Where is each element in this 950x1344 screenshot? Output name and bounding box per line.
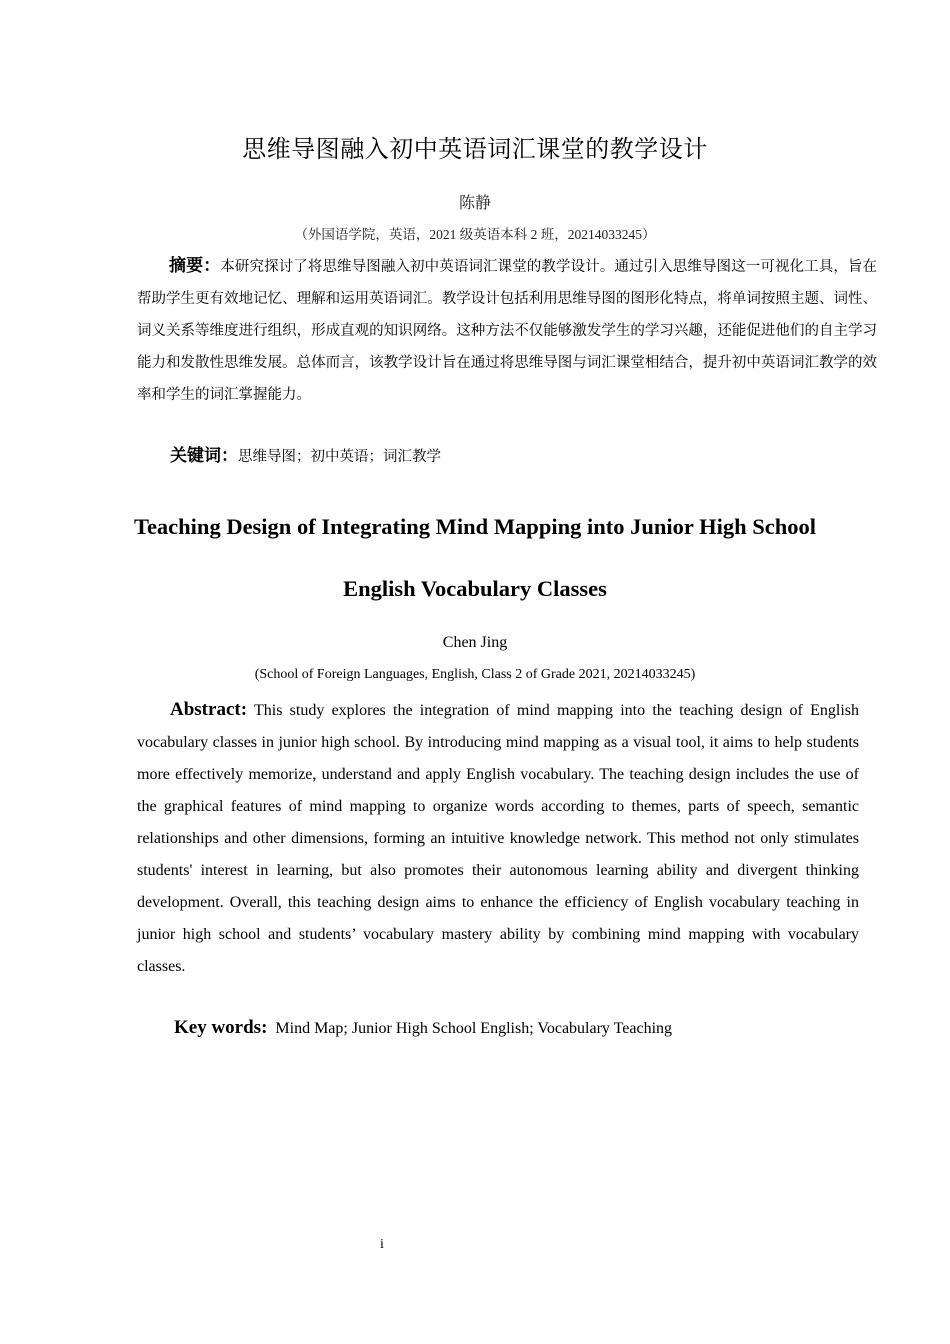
chinese-keywords (170, 442, 441, 471)
chinese-abstract (137, 250, 877, 411)
english-author: Chen Jing (442, 634, 508, 651)
chinese-keywords-text: 思维导图；初中英语；词汇教学 (238, 449, 441, 465)
chinese-author: 陈静 (458, 193, 491, 212)
english-keywords-text: Mind Map; Junior High School English; Vocabulary Teaching (275, 1020, 673, 1037)
chinese-abstract-label: 摘要： (169, 256, 221, 276)
english-abstract-label: Abstract: (170, 699, 248, 720)
english-keywords-label: Key words: (174, 1017, 268, 1038)
english-title-line2: English Vocabulary Classes (343, 576, 607, 601)
chinese-affiliation: （外国语学院，英语，2021 级英语本科 2 班，20214033245） (294, 227, 656, 242)
english-keywords (174, 1014, 672, 1043)
chinese-keywords-label: 关键词： (170, 446, 238, 466)
english-affiliation: (School of Foreign Languages, English, Class 2 of Grade 2021, 20214033245) (254, 667, 696, 682)
chinese-title: 思维导图融入初中英语词汇课堂的教学设计 (242, 135, 708, 163)
page-number: i (380, 1237, 384, 1252)
english-abstract-text: This study explores the integration of mind mapping into the teaching design of English vocabulary classes in junior high school. By introducing mind mapping as a visual tool, it aims to help students more effectively memorize, understand and apply English vocabulary. The teaching design includes the use of the graphical features of mind mapping to organize words according to themes, parts of speech, semantic relationships and other dimensions, forming an intuitive knowledge network. This method not only stimulates students' interest in learning, but also promotes their autonomous learning ability and divergent thinking development. Overall, this teaching design aims to enhance the efficiency of English vocabulary teaching in junior high school and students’ vocabulary mastery ability by combining mind mapping with vocabulary classes. (137, 702, 860, 975)
chinese-abstract-text: 本研究探讨了将思维导图融入初中英语词汇课堂的教学设计。通过引入思维导图这一可视化工具，旨在帮助学生更有效地记忆、理解和运用英语词汇。教学设计包括利用思维导图的图形化特点，将单词按照主题、词性、词义关系等维度进行组织，形成直观的知识网络。这种方法不仅能够激发学生的学习兴趣，还能促进他们的自主学习能力和发散性思维发展。总体而言，该教学设计旨在通过将思维导图与词汇课堂相结合，提升初中英语词汇教学的效率和学生的词汇掌握能力。 (137, 259, 878, 403)
english-title-line1: Teaching Design of Integrating Mind Mapping into Junior High School (134, 514, 816, 539)
english-abstract (137, 694, 859, 983)
